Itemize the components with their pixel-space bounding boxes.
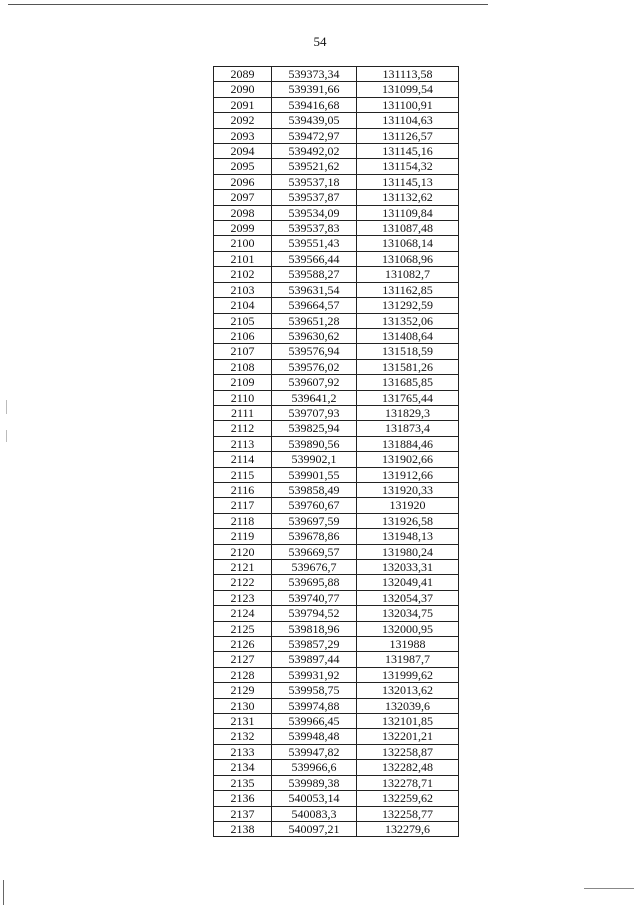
y-coordinate-cell: 132039,6 [357, 698, 459, 713]
y-coordinate-cell: 132278,71 [357, 775, 459, 790]
y-coordinate-cell: 131685,85 [357, 375, 459, 390]
point-number-cell: 2123 [214, 590, 272, 605]
x-coordinate-cell: 539521,62 [272, 159, 357, 174]
y-coordinate-cell: 131099,54 [357, 82, 459, 97]
table-row [214, 513, 459, 528]
y-coordinate-cell: 132033,31 [357, 560, 459, 575]
y-coordinate-cell: 131999,62 [357, 667, 459, 682]
point-number-cell: 2092 [214, 113, 272, 128]
point-number-cell: 2106 [214, 328, 272, 343]
table-row [214, 67, 459, 82]
table-row [214, 436, 459, 451]
x-coordinate-cell: 539740,77 [272, 590, 357, 605]
x-coordinate-cell: 539890,56 [272, 436, 357, 451]
point-number-cell: 2113 [214, 436, 272, 451]
x-coordinate-cell: 539931,92 [272, 667, 357, 682]
point-number-cell: 2138 [214, 821, 272, 836]
point-number-cell: 2116 [214, 482, 272, 497]
table-row [214, 652, 459, 667]
table-row [214, 405, 459, 420]
x-coordinate-cell: 539492,02 [272, 144, 357, 159]
y-coordinate-cell: 131988 [357, 637, 459, 652]
x-coordinate-cell: 539902,1 [272, 452, 357, 467]
table-row [214, 482, 459, 497]
point-number-cell: 2109 [214, 375, 272, 390]
point-number-cell: 2102 [214, 267, 272, 282]
point-number-cell: 2107 [214, 344, 272, 359]
table-row [214, 313, 459, 328]
x-coordinate-cell: 539695,88 [272, 575, 357, 590]
table-row [214, 637, 459, 652]
y-coordinate-cell: 131068,96 [357, 251, 459, 266]
table-row [214, 344, 459, 359]
x-coordinate-cell: 539416,68 [272, 97, 357, 112]
point-number-cell: 2101 [214, 251, 272, 266]
x-coordinate-cell: 540083,3 [272, 806, 357, 821]
y-coordinate-cell: 131292,59 [357, 298, 459, 313]
x-coordinate-cell: 539966,45 [272, 714, 357, 729]
point-number-cell: 2133 [214, 744, 272, 759]
y-coordinate-cell: 131765,44 [357, 390, 459, 405]
table-row [214, 282, 459, 297]
y-coordinate-cell: 131352,06 [357, 313, 459, 328]
x-coordinate-cell: 539630,62 [272, 328, 357, 343]
y-coordinate-cell: 131082,7 [357, 267, 459, 282]
point-number-cell: 2108 [214, 359, 272, 374]
table-row [214, 590, 459, 605]
table-row [214, 760, 459, 775]
point-number-cell: 2121 [214, 560, 272, 575]
point-number-cell: 2095 [214, 159, 272, 174]
point-number-cell: 2104 [214, 298, 272, 313]
y-coordinate-cell: 131162,85 [357, 282, 459, 297]
point-number-cell: 2093 [214, 128, 272, 143]
table-row [214, 251, 459, 266]
x-coordinate-cell: 540097,21 [272, 821, 357, 836]
table-row [214, 714, 459, 729]
x-coordinate-cell: 539537,87 [272, 190, 357, 205]
y-coordinate-cell: 131926,58 [357, 513, 459, 528]
table-row [214, 698, 459, 713]
point-number-cell: 2117 [214, 498, 272, 513]
point-number-cell: 2122 [214, 575, 272, 590]
point-number-cell: 2128 [214, 667, 272, 682]
y-coordinate-cell: 131113,58 [357, 67, 459, 82]
scan-speck [6, 400, 7, 414]
y-coordinate-cell: 132034,75 [357, 606, 459, 621]
table-row [214, 606, 459, 621]
page-number: 54 [313, 34, 327, 49]
point-number-cell: 2110 [214, 390, 272, 405]
x-coordinate-cell: 539576,02 [272, 359, 357, 374]
point-number-cell: 2120 [214, 544, 272, 559]
x-coordinate-cell: 539631,54 [272, 282, 357, 297]
table-row [214, 113, 459, 128]
x-coordinate-cell: 539958,75 [272, 683, 357, 698]
y-coordinate-cell: 132259,62 [357, 791, 459, 806]
x-coordinate-cell: 539439,05 [272, 113, 357, 128]
x-coordinate-cell: 539669,57 [272, 544, 357, 559]
y-coordinate-cell: 132000,95 [357, 621, 459, 636]
y-coordinate-cell: 132049,41 [357, 575, 459, 590]
x-coordinate-cell: 539858,49 [272, 482, 357, 497]
point-number-cell: 2132 [214, 729, 272, 744]
y-coordinate-cell: 131145,13 [357, 174, 459, 189]
point-number-cell: 2103 [214, 282, 272, 297]
table-row [214, 82, 459, 97]
table-row [214, 467, 459, 482]
y-coordinate-cell: 131518,59 [357, 344, 459, 359]
y-coordinate-cell: 132282,48 [357, 760, 459, 775]
coordinates-table [213, 66, 459, 837]
table-row [214, 328, 459, 343]
x-coordinate-cell: 539472,97 [272, 128, 357, 143]
table-row [214, 174, 459, 189]
y-coordinate-cell: 131912,66 [357, 467, 459, 482]
x-coordinate-cell: 539901,55 [272, 467, 357, 482]
x-coordinate-cell: 539947,82 [272, 744, 357, 759]
point-number-cell: 2089 [214, 67, 272, 82]
point-number-cell: 2135 [214, 775, 272, 790]
table-row [214, 544, 459, 559]
y-coordinate-cell: 131884,46 [357, 436, 459, 451]
x-coordinate-cell: 539641,2 [272, 390, 357, 405]
x-coordinate-cell: 539588,27 [272, 267, 357, 282]
x-coordinate-cell: 539534,09 [272, 205, 357, 220]
y-coordinate-cell: 131980,24 [357, 544, 459, 559]
table-row [214, 267, 459, 282]
y-coordinate-cell: 131902,66 [357, 452, 459, 467]
y-coordinate-cell: 131948,13 [357, 529, 459, 544]
table-row [214, 359, 459, 374]
point-number-cell: 2126 [214, 637, 272, 652]
y-coordinate-cell: 132279,6 [357, 821, 459, 836]
x-coordinate-cell: 539676,7 [272, 560, 357, 575]
y-coordinate-cell: 131829,3 [357, 405, 459, 420]
x-coordinate-cell: 539825,94 [272, 421, 357, 436]
y-coordinate-cell: 131145,16 [357, 144, 459, 159]
scan-speck [6, 430, 7, 442]
y-coordinate-cell: 131104,63 [357, 113, 459, 128]
table-row [214, 159, 459, 174]
point-number-cell: 2125 [214, 621, 272, 636]
x-coordinate-cell: 539707,93 [272, 405, 357, 420]
y-coordinate-cell: 131920,33 [357, 482, 459, 497]
x-coordinate-cell: 539373,34 [272, 67, 357, 82]
x-coordinate-cell: 539818,96 [272, 621, 357, 636]
table-row [214, 621, 459, 636]
point-number-cell: 2097 [214, 190, 272, 205]
table-row [214, 298, 459, 313]
point-number-cell: 2111 [214, 405, 272, 420]
x-coordinate-cell: 539551,43 [272, 236, 357, 251]
y-coordinate-cell: 131087,48 [357, 221, 459, 236]
table-row [214, 729, 459, 744]
x-coordinate-cell: 539391,66 [272, 82, 357, 97]
table-row [214, 128, 459, 143]
point-number-cell: 2115 [214, 467, 272, 482]
y-coordinate-cell: 131581,26 [357, 359, 459, 374]
x-coordinate-cell: 539664,57 [272, 298, 357, 313]
table-row [214, 421, 459, 436]
y-coordinate-cell: 132201,21 [357, 729, 459, 744]
point-number-cell: 2091 [214, 97, 272, 112]
table-row [214, 744, 459, 759]
x-coordinate-cell: 539537,83 [272, 221, 357, 236]
table-row [214, 791, 459, 806]
x-coordinate-cell: 539897,44 [272, 652, 357, 667]
point-number-cell: 2118 [214, 513, 272, 528]
y-coordinate-cell: 131408,64 [357, 328, 459, 343]
point-number-cell: 2099 [214, 221, 272, 236]
table-row [214, 560, 459, 575]
point-number-cell: 2100 [214, 236, 272, 251]
point-number-cell: 2124 [214, 606, 272, 621]
x-coordinate-cell: 539948,48 [272, 729, 357, 744]
table-row [214, 806, 459, 821]
x-coordinate-cell: 540053,14 [272, 791, 357, 806]
point-number-cell: 2136 [214, 791, 272, 806]
table-row [214, 221, 459, 236]
point-number-cell: 2127 [214, 652, 272, 667]
point-number-cell: 2094 [214, 144, 272, 159]
point-number-cell: 2129 [214, 683, 272, 698]
point-number-cell: 2114 [214, 452, 272, 467]
x-coordinate-cell: 539697,59 [272, 513, 357, 528]
table-row [214, 97, 459, 112]
point-number-cell: 2098 [214, 205, 272, 220]
table-row [214, 498, 459, 513]
y-coordinate-cell: 132013,62 [357, 683, 459, 698]
point-number-cell: 2134 [214, 760, 272, 775]
point-number-cell: 2105 [214, 313, 272, 328]
x-coordinate-cell: 539794,52 [272, 606, 357, 621]
x-coordinate-cell: 539989,38 [272, 775, 357, 790]
y-coordinate-cell: 131068,14 [357, 236, 459, 251]
table-row [214, 236, 459, 251]
y-coordinate-cell: 131920 [357, 498, 459, 513]
table-row [214, 144, 459, 159]
table-row [214, 683, 459, 698]
y-coordinate-cell: 132258,87 [357, 744, 459, 759]
table-row [214, 452, 459, 467]
y-coordinate-cell: 131873,4 [357, 421, 459, 436]
y-coordinate-cell: 132258,77 [357, 806, 459, 821]
scan-edge-left [3, 880, 4, 905]
table-row [214, 575, 459, 590]
point-number-cell: 2131 [214, 714, 272, 729]
table-row [214, 375, 459, 390]
y-coordinate-cell: 131987,7 [357, 652, 459, 667]
y-coordinate-cell: 131109,84 [357, 205, 459, 220]
table-row [214, 190, 459, 205]
table-row [214, 529, 459, 544]
table-row [214, 667, 459, 682]
y-coordinate-cell: 132054,37 [357, 590, 459, 605]
point-number-cell: 2090 [214, 82, 272, 97]
scan-edge-bottom [584, 888, 634, 889]
x-coordinate-cell: 539678,86 [272, 529, 357, 544]
point-number-cell: 2096 [214, 174, 272, 189]
y-coordinate-cell: 131132,62 [357, 190, 459, 205]
x-coordinate-cell: 539576,94 [272, 344, 357, 359]
table-row [214, 821, 459, 836]
table-row [214, 775, 459, 790]
point-number-cell: 2119 [214, 529, 272, 544]
x-coordinate-cell: 539974,88 [272, 698, 357, 713]
x-coordinate-cell: 539760,67 [272, 498, 357, 513]
x-coordinate-cell: 539537,18 [272, 174, 357, 189]
x-coordinate-cell: 539857,29 [272, 637, 357, 652]
table-row [214, 205, 459, 220]
y-coordinate-cell: 131126,57 [357, 128, 459, 143]
point-number-cell: 2130 [214, 698, 272, 713]
x-coordinate-cell: 539607,92 [272, 375, 357, 390]
y-coordinate-cell: 131100,91 [357, 97, 459, 112]
coordinates-table-body [214, 67, 459, 837]
table-row [214, 390, 459, 405]
y-coordinate-cell: 132101,85 [357, 714, 459, 729]
y-coordinate-cell: 131154,32 [357, 159, 459, 174]
x-coordinate-cell: 539566,44 [272, 251, 357, 266]
point-number-cell: 2112 [214, 421, 272, 436]
x-coordinate-cell: 539966,6 [272, 760, 357, 775]
point-number-cell: 2137 [214, 806, 272, 821]
x-coordinate-cell: 539651,28 [272, 313, 357, 328]
scan-edge-top [8, 4, 488, 5]
